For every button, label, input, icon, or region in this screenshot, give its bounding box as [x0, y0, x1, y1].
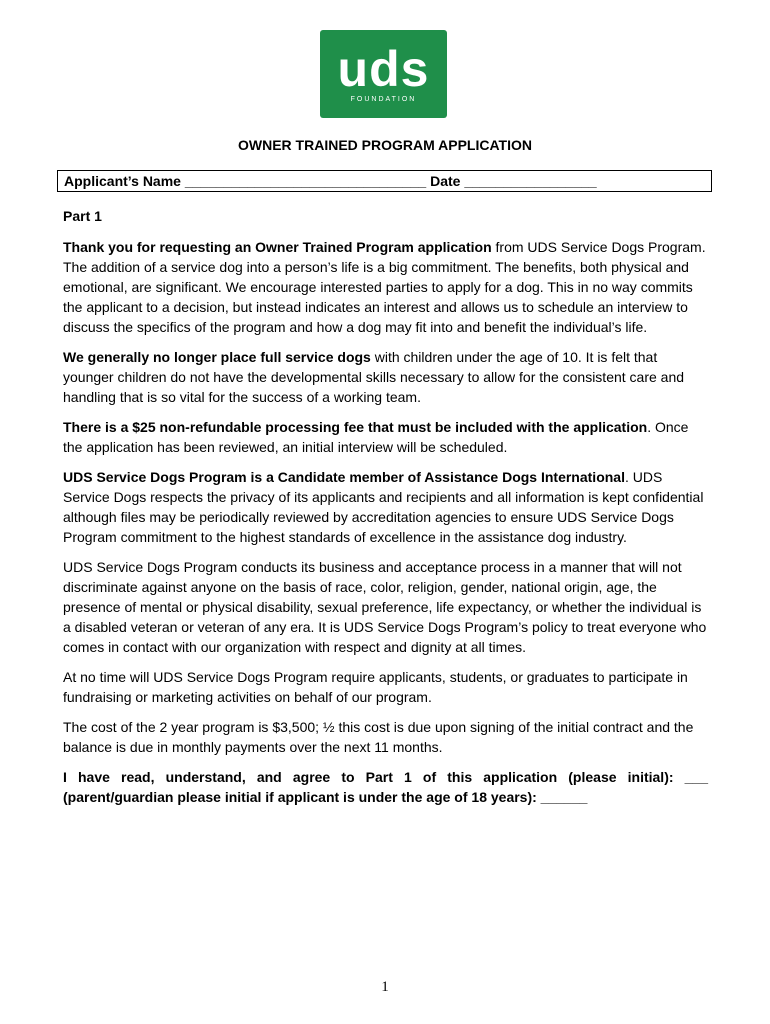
applicant-name-date-line: Applicant’s Name _______________________________ Date _________________: [64, 173, 597, 189]
paragraph-membership: [63, 467, 708, 547]
paragraph-fee-text: . Once the application has been reviewed, an initial interview will be scheduled.: [63, 419, 689, 455]
paragraph-membership-lead: UDS Service Dogs Program is a Candidate member of Assistance Dogs International: [63, 469, 625, 485]
logo-wordmark: uds: [337, 41, 430, 97]
paragraph-nondiscrimination: UDS Service Dogs Program conducts its business and acceptance process in a manner that will not discriminate against anyone on the basis of race, color, religion, gender, national origin, age, the presence of mental or physical disability, sexual preference, life expectancy, or whether the individual is a disabled veteran or veteran of any era. It is UDS Service Dogs Program’s policy to treat everyone who comes in contact with our organization with respect and dignity at all times.: [63, 559, 707, 655]
page-title: OWNER TRAINED PROGRAM APPLICATION: [238, 137, 532, 153]
paragraph-intro-text: from UDS Service Dogs Program. The addition of a service dog into a person’s life is a big commitment. The benefits, both physical and emotional, are significant. We encourage interested parties to apply for a dog. This in no way commits the applicant to a decision, but instead indicates an interest and allows us to schedule an interview to discuss the specifics of the program and how a dog may fit into and benefit the individual’s life.: [63, 239, 706, 335]
paragraph-intro-lead: Thank you for requesting an Owner Trained Program application: [63, 239, 492, 255]
page-number: 1: [381, 979, 389, 995]
paragraph-acknowledgement: I have read, understand, and agree to Part 1 of this application (please initial): ___ (parent/guardian please initial if applicant is under the age of 18 years): ______: [63, 769, 708, 805]
paragraph-age-policy-lead: We generally no longer place full service dogs: [63, 349, 371, 365]
paragraph-fee-lead: There is a $25 non-refundable processing fee that must be included with the application: [63, 419, 648, 435]
part-heading: Part 1: [63, 208, 102, 224]
logo-subtitle: FOUNDATION: [350, 96, 417, 103]
paragraph-age-policy-text: with children under the age of 10. It is felt that younger children do not have the developmental skills necessary to allow for the consistent care and handling that is so vital for the success of a working team.: [63, 349, 685, 405]
document-body: [63, 206, 708, 817]
paragraph-cost: The cost of the 2 year program is $3,500; ½ this cost is due upon signing of the initial contract and the balance is due in monthly payments over the next 11 months.: [63, 719, 694, 755]
paragraph-membership-text: . UDS Service Dogs respects the privacy of its applicants and recipients and all information is kept confidential although files may be periodically reviewed by accreditation agencies to ensure UDS Service Dogs Program commitment to the highest standards of excellence in the assistance dog industry.: [63, 469, 704, 545]
applicant-info-box: [57, 170, 712, 192]
paragraph-fundraising: At no time will UDS Service Dogs Program require applicants, students, or graduates to participate in fundraising or marketing activities on behalf of our program.: [63, 669, 688, 705]
paragraph-intro: [63, 237, 708, 337]
paragraph-age-policy: [63, 347, 708, 407]
uds-foundation-logo: [320, 30, 447, 118]
paragraph-fee: [63, 417, 708, 457]
